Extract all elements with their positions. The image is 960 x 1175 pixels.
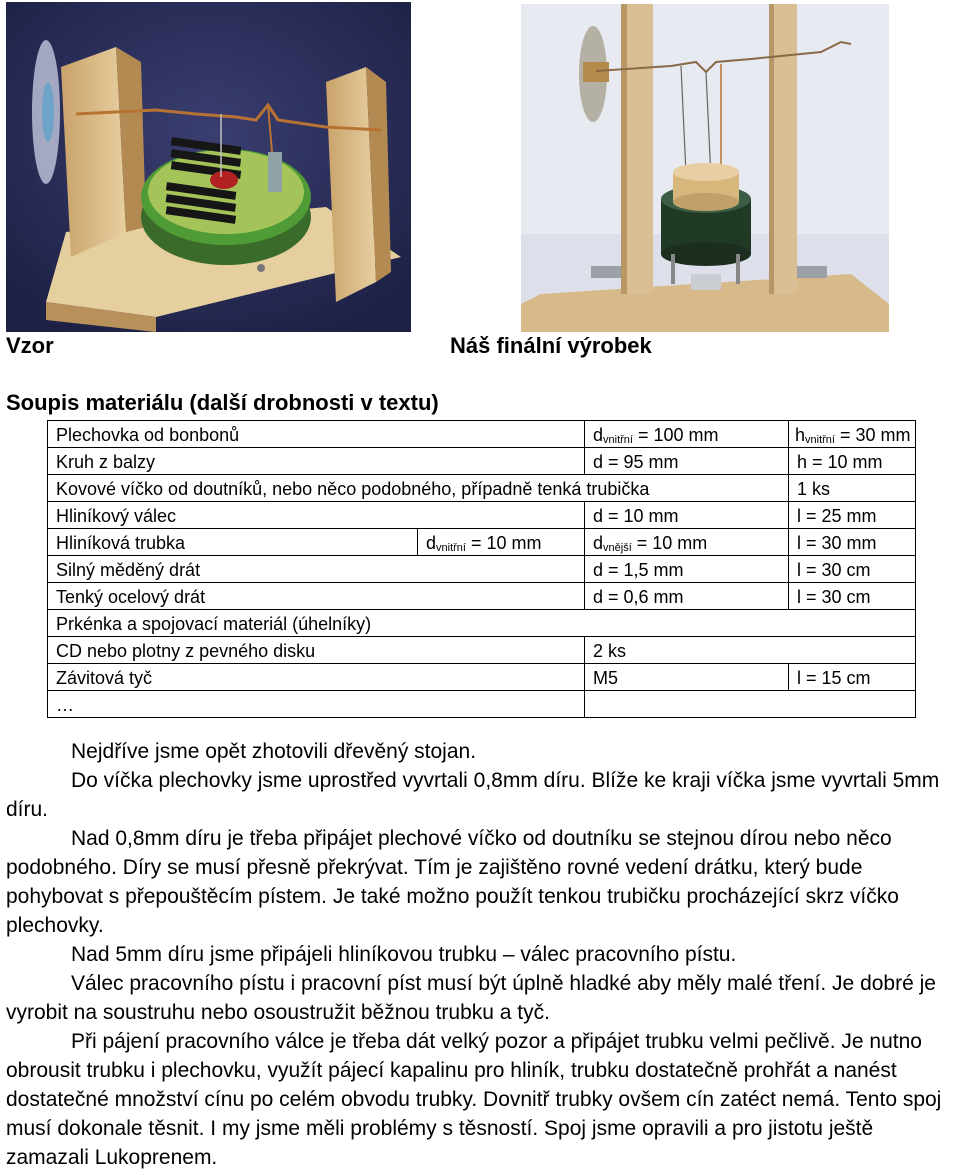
table-row: [48, 502, 916, 529]
table-row: [48, 583, 916, 610]
paragraph: Nad 5mm díru jsme připájeli hliníkovou trubku – válec pracovního pístu.: [71, 943, 737, 966]
table-row: [48, 610, 916, 637]
material-dimension-2: l = 30 mm: [789, 529, 916, 556]
table-row: [48, 475, 916, 502]
table-row: [48, 637, 916, 664]
body-text: [6, 737, 956, 1172]
material-name: Tenký ocelový drát: [48, 583, 585, 610]
photo-caption-model: Vzor: [6, 333, 54, 358]
materials-table: [47, 420, 916, 718]
material-dimension-1: M5: [585, 664, 789, 691]
material-dimension-inner: $d_{vnitřní} = 10$ mm: [418, 529, 585, 556]
paragraph: Při pájení pracovního válce je třeba dát velký pozor a připájet trubku velmi pečlivě. Je nutno obrousit trubku i plechovku, využít pájecí kapalinu pro hliník, trubku dostatečně prohřát a nanést dostatečné množství cínu po celém obvodu trubky. Dovnitř trubky ovšem cín zatéct nemá. Tento spoj musí dokonale těsnit. I my jsme měli problémy s těsností. Spoj jsme opravili a pro jistotu ještě zamazali Lukoprenem.: [6, 1030, 942, 1169]
material-dimension-2: h = 10 mm: [789, 448, 916, 475]
table-row: [48, 691, 916, 718]
photo-caption-final-product: Náš finální výrobek: [450, 333, 652, 358]
table-row: [48, 421, 916, 448]
final-product-photo: [521, 4, 889, 332]
material-dimension-2: l = 15 cm: [789, 664, 916, 691]
material-name: …: [48, 691, 585, 718]
material-name: Kovové víčko od doutníků, nebo něco podobného, případně tenká trubička: [48, 475, 789, 502]
model-engine-photo: [6, 2, 411, 332]
material-name: Plechovka od bonbonů: [48, 421, 585, 448]
table-row: [48, 529, 916, 556]
material-name: Závitová tyč: [48, 664, 585, 691]
paragraph: Nejdříve jsme opět zhotovili dřevěný stojan.: [71, 740, 477, 763]
table-row: [48, 556, 916, 583]
material-dimension-1: d = 10 mm: [585, 502, 789, 529]
paragraph: Nad 0,8mm díru je třeba připájet plechové víčko od doutníku se stejnou dírou nebo něco podobného. Díry se musí přesně překrývat. Tím je zajištěno rovné vedení drátku, který bude pohybovat s přepouštěcím pístem. Je také možno použít tenkou trubičku procházející skrz víčko plechovky.: [6, 827, 899, 937]
material-quantity: 2 ks: [585, 637, 916, 664]
table-row: [48, 664, 916, 691]
material-name: CD nebo plotny z pevného disku: [48, 637, 585, 664]
material-name: Hliníková trubka: [48, 529, 418, 556]
material-name: Prkénka a spojovací materiál (úhelníky): [48, 610, 916, 637]
material-dimension-outer: $d_{vnější} = 10$ mm: [585, 529, 789, 556]
material-dimension-2: l = 25 mm: [789, 502, 916, 529]
material-dimension-1: $d_{vnitřní} = 100$ mm: [585, 421, 789, 448]
material-name: Kruh z balzy: [48, 448, 585, 475]
paragraph: Válec pracovního pístu i pracovní píst musí být úplně hladké aby měly malé tření. Je dobré je vyrobit na soustruhu nebo osoustružit běžnou trubku a tyč.: [6, 972, 936, 1024]
section-title: Soupis materiálu (další drobnosti v textu): [6, 390, 439, 415]
material-dimension-1: d = 0,6 mm: [585, 583, 789, 610]
material-quantity: 1 ks: [789, 475, 916, 502]
table-row: [48, 448, 916, 475]
material-dimension-1: d = 95 mm: [585, 448, 789, 475]
material-dimension-1: d = 1,5 mm: [585, 556, 789, 583]
material-dimension-2: l = 30 cm: [789, 556, 916, 583]
material-name: Hliníkový válec: [48, 502, 585, 529]
paragraph: Do víčka plechovky jsme uprostřed vyvrtali 0,8mm díru. Blíže ke kraji víčka jsme vyvrtali 5mm díru.: [6, 769, 940, 821]
material-dimension-2: l = 30 cm: [789, 583, 916, 610]
material-dimension-1: [585, 691, 916, 718]
material-name: Silný měděný drát: [48, 556, 585, 583]
material-dimension-2: $h_{vnitřní} = 30$ mm: [789, 421, 916, 448]
